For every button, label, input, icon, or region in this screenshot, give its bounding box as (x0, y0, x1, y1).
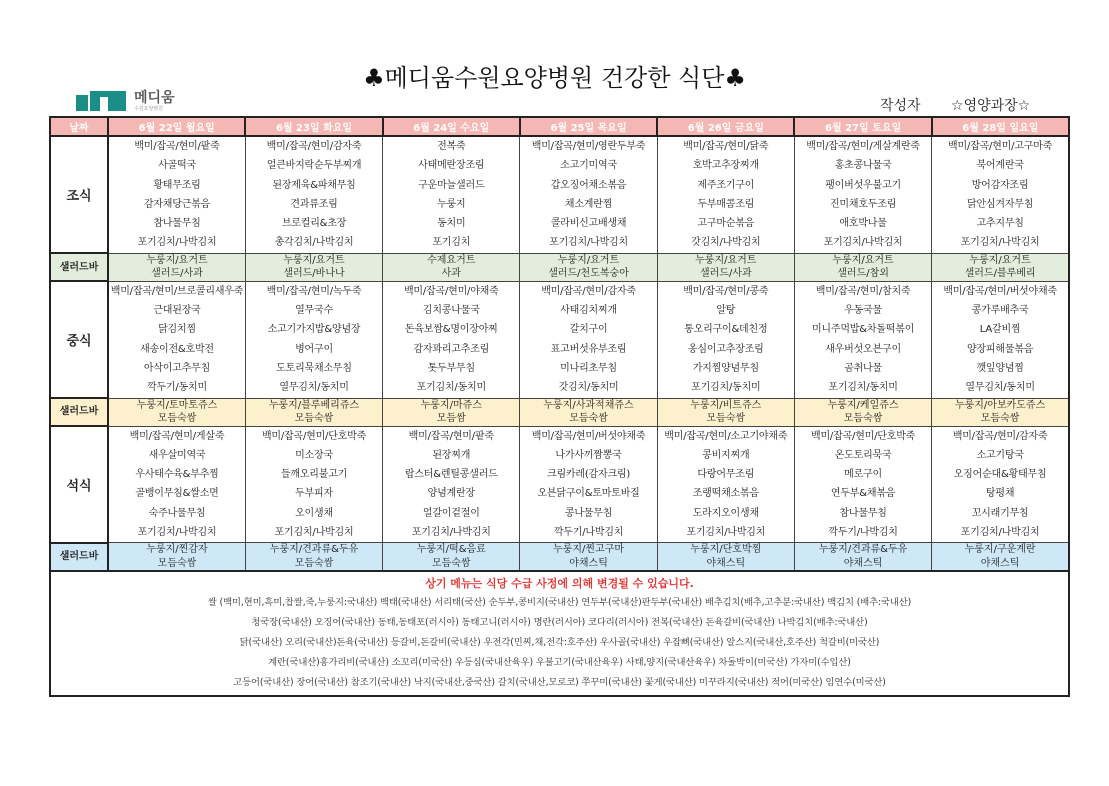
menu-item: 알탕 (716, 305, 736, 317)
menu-item: 도라지오이생채 (692, 507, 759, 519)
salad-bar-label: 샐러드바 (50, 398, 108, 426)
salad-item: 모듬숙쌈 (569, 413, 608, 425)
menu-item: 전복죽 (437, 141, 466, 152)
salad-cell (520, 253, 657, 281)
meal-cell (108, 136, 245, 253)
menu-item: 동치미 (437, 218, 466, 230)
menu-item: 포기김치/나박김치 (549, 237, 628, 249)
menu-item: 열무국수 (295, 305, 333, 317)
menu-item: 포기김치/나박김치 (411, 527, 491, 539)
menu-item: 도토리묵채소무침 (276, 362, 352, 374)
menu-item: 닭안심겨자무침 (966, 198, 1034, 210)
menu-item: 백미/잡곡/현미/감자죽 (952, 430, 1048, 442)
notice-box (50, 571, 1069, 696)
menu-item: 소고기가지밥&양념장 (267, 324, 361, 336)
menu-item: 백미/잡곡/현미/콩죽 (683, 285, 769, 297)
salad-item: 샐러드/사과 (151, 268, 203, 280)
salad-item: 샐러드/블루베리 (964, 268, 1036, 280)
menu-item: 고구마순볶음 (697, 218, 755, 230)
salad-cell (794, 543, 931, 572)
menu-item: 꼬시래기무침 (971, 507, 1029, 519)
day-header: 6월 23일 화요일 (245, 117, 382, 136)
day-header: 6월 27일 토요일 (794, 117, 931, 136)
menu-item: 백미/잡곡/현미/브로콜리새우죽 (110, 285, 244, 297)
author-line (880, 95, 1030, 115)
menu-item: 애호박나물 (839, 218, 887, 230)
salad-item: 누룽지/마쥬스 (420, 399, 482, 411)
salad-item: 야채스틱 (843, 557, 883, 569)
menu-item: 백미/잡곡/현미/팥죽 (408, 430, 494, 442)
menu-item: 미소장국 (295, 449, 333, 461)
menu-item: 된장찌개 (432, 449, 471, 461)
menu-item: 감자꽈리고추조림 (413, 343, 490, 355)
meal-cell (520, 281, 657, 398)
menu-item: 숙주나물무침 (148, 507, 206, 519)
salad-item: 누룽지/토마토쥬스 (136, 399, 218, 411)
day-header: 6월 26일 금요일 (657, 117, 794, 136)
salad-item: 모듬숙쌈 (980, 413, 1020, 425)
salad-item: 누룽지/아보카도쥬스 (954, 399, 1046, 411)
menu-item: 새우살미역국 (148, 449, 206, 461)
menu-item: 메로구이 (844, 469, 882, 481)
origin-line: 계란(국내산)홍가리비(국내산) 소꼬리(미국산) 우등심(국내산육우) 우불고기(국내산육우) 사태,양지(국내산육우) 차돌박이(미국산) 가자미(수입산) (268, 657, 851, 669)
salad-item: 누룽지/찐감자 (146, 544, 208, 556)
menu-item: 가지찜양념무침 (692, 362, 759, 374)
salad-cell (108, 253, 245, 281)
salad-cell (794, 253, 931, 281)
salad-item: 누룽지/요거트 (557, 254, 620, 266)
menu-item: 깻잎양념찜 (976, 362, 1024, 374)
salad-item: 야채스틱 (980, 557, 1020, 569)
meal-label: 조식 (50, 136, 108, 253)
salad-item: 누룽지/요거트 (969, 254, 1031, 266)
salad-cell (794, 398, 931, 426)
menu-item: 온도토리묵국 (834, 449, 892, 461)
salad-cell (383, 253, 520, 281)
menu-item: 갈치구이 (569, 324, 608, 336)
menu-item: 콩나물무침 (564, 507, 613, 519)
salad-item: 야채스틱 (706, 557, 746, 569)
salad-item: 누룽지/요거트 (146, 254, 208, 266)
menu-item: 새송이전&호박전 (140, 343, 214, 355)
origin-line: 고등어(국내산) 장어(국내산) 참조기(국내산) 낙지(국내산,중국산) 갈치(국내산,모로코) 쭈꾸미(국내산) 꽃게(국내산) 미꾸라지(국내산) 적어(미국산) 임연수(미국산) (233, 677, 886, 689)
menu-item: 미나리초무침 (560, 362, 617, 374)
header-row (50, 117, 1069, 136)
meal-cell (383, 426, 520, 543)
salad-item: 누룽지/구운계란 (964, 544, 1036, 556)
meal-cell (794, 426, 931, 543)
menu-item: 얼큰바지락순두부찌개 (266, 160, 362, 172)
menu-item: 견과류조림 (290, 198, 338, 210)
salad-row (50, 543, 1069, 572)
menu-item: 백미/잡곡/현미/영란두부죽 (531, 141, 646, 152)
salad-cell (245, 398, 382, 426)
menu-item: 골뱅이무침&쌀소면 (135, 488, 219, 500)
salad-item: 모듬숙쌈 (157, 413, 197, 425)
salad-item: 누룽지/견과류&두유 (269, 544, 359, 556)
salad-item: 모듬숙쌈 (431, 557, 471, 569)
menu-item: 근대된장국 (153, 305, 201, 317)
menu-item: 랍스터&렌틸콩샐러드 (404, 469, 498, 481)
menu-item: 백미/잡곡/현미/녹두죽 (266, 285, 362, 297)
meal-cell (245, 426, 382, 543)
menu-item: 감자채당근볶음 (143, 198, 211, 210)
menu-item: 돈육보쌈&명이장아찌 (404, 324, 498, 336)
salad-item: 샐러드/바나나 (283, 268, 345, 280)
origin-line: 닭(국내산) 오리(국내산)돈육(국내산) 등갈비,돈갈비(국내산) 우전각(민찌,채,전각:호주산) 우사골(국내산) 우잡뼈(국내산) 알스지(국내산,호주산) 척갈비(미국산) (239, 637, 880, 649)
menu-item: 두부피자 (295, 488, 333, 500)
salad-cell (245, 543, 382, 572)
meal-row (50, 136, 1069, 253)
menu-item: 진미채호두조림 (829, 198, 897, 210)
menu-item: 백미/잡곡/현미/단호박죽 (811, 430, 916, 442)
salad-item: 누룽지/요거트 (695, 254, 757, 266)
salad-item: 누룽지/비트쥬스 (690, 399, 762, 411)
salad-item: 누룽지/찐고구마 (553, 544, 625, 556)
day-header: 6월 24일 수요일 (383, 117, 520, 136)
menu-item: 콩비지찌개 (702, 449, 750, 461)
menu-item: 포기김치/나박김치 (686, 527, 766, 539)
salad-cell (245, 253, 382, 281)
menu-item: 곰취나물 (844, 362, 882, 374)
salad-item: 누룽지/요거트 (283, 254, 345, 266)
menu-item: 백미/잡곡/현미/고구마죽 (948, 141, 1053, 152)
meal-row (50, 281, 1069, 398)
meal-cell (657, 426, 794, 543)
meal-cell (657, 281, 794, 398)
day-header: 6월 22일 월요일 (108, 117, 245, 136)
day-header: 6월 28일 일요일 (932, 117, 1069, 136)
menu-item: 표고버섯유부조림 (550, 343, 627, 355)
menu-item: 포기김치/나박김치 (823, 237, 903, 249)
salad-cell (932, 253, 1069, 281)
menu-item: 갓김치/나박김치 (691, 237, 761, 249)
menu-item: 백미/잡곡/현미/버섯야채죽 (531, 430, 646, 442)
menu-table (49, 116, 1070, 697)
menu-item: 깍두기/나박김치 (828, 527, 898, 539)
meal-cell (383, 281, 520, 398)
menu-item: 양장피해물볶음 (966, 343, 1034, 355)
menu-item: 병어구이 (295, 343, 333, 355)
menu-item: 포기김치/나박김치 (274, 527, 354, 539)
salad-cell (108, 543, 245, 572)
menu-item: 누룽지 (437, 198, 466, 210)
salad-cell (932, 543, 1069, 572)
menu-item: 갑오징어채소볶음 (550, 179, 627, 191)
meal-cell (932, 136, 1069, 253)
menu-item: 백미/잡곡/현미/야채죽 (403, 285, 499, 297)
menu-item: 포기김치/동치미 (416, 382, 486, 394)
logo-name: 메디움 (134, 89, 175, 106)
menu-item: 깍두기/동치미 (147, 382, 207, 394)
salad-item: 누룽지/요거트 (832, 254, 894, 266)
menu-item: 포기김치/동치미 (828, 382, 898, 394)
page-title: ♣메디움수원요양병원 건강한 식단♣ (363, 64, 746, 92)
menu-item: 탕평채 (985, 488, 1015, 500)
salad-row (50, 398, 1069, 426)
salad-item: 모듬숙쌈 (843, 413, 883, 425)
menu-item: 사태김치찌개 (560, 305, 617, 317)
salad-bar-label: 샐러드바 (50, 253, 108, 281)
meal-cell (383, 136, 520, 253)
menu-item: 팽이버섯우불고기 (825, 179, 901, 191)
meal-cell (520, 426, 657, 543)
salad-item: 모듬숙쌈 (706, 413, 746, 425)
author-value: ☆영양과장☆ (951, 98, 1031, 114)
meal-label: 중식 (50, 281, 108, 398)
menu-item: 참나물무침 (839, 507, 887, 519)
menu-item: 콩가루배추국 (971, 305, 1029, 317)
salad-item: 누룽지/블루베리쥬스 (268, 399, 360, 411)
salad-item: 샐러드/천도복숭아 (548, 268, 629, 280)
menu-item: 포기김치/나박김치 (137, 527, 217, 539)
salad-item: 모듬숙쌈 (157, 557, 197, 569)
menu-item: 백미/잡곡/현미/감자죽 (541, 285, 636, 297)
menu-item: 구운마늘샐러드 (418, 179, 485, 191)
menu-item: 포기김치/나박김치 (137, 237, 217, 249)
meal-cell (245, 281, 382, 398)
menu-item: 나가사끼짬뽕국 (555, 449, 622, 461)
menu-item: 백미/잡곡/현미/감자죽 (266, 141, 362, 152)
meal-cell (520, 136, 657, 253)
menu-item: 백미/잡곡/현미/버섯야채죽 (943, 285, 1057, 297)
meal-row (50, 426, 1069, 543)
menu-item: 북어계란국 (976, 160, 1024, 172)
menu-item: 두부매콤조림 (697, 198, 755, 210)
logo-mark-icon (76, 91, 126, 111)
menu-item: 다랑어무조림 (697, 469, 755, 481)
menu-item: 참나물무침 (153, 218, 201, 230)
menu-item: 방어감자조림 (971, 179, 1029, 191)
menu-item: 얼갈이겉절이 (422, 507, 480, 519)
menu-item: 열무김치/동치미 (965, 382, 1035, 394)
salad-item: 모듬쌈 (436, 413, 466, 425)
day-header: 6월 25일 목요일 (520, 117, 657, 136)
meal-cell (794, 281, 931, 398)
salad-item: 누룽지/견과류&두유 (818, 544, 908, 556)
meal-cell (794, 136, 931, 253)
salad-cell (657, 543, 794, 572)
menu-item: 열무김치/동치미 (279, 382, 349, 394)
menu-item: 백미/잡곡/현미/게살계란죽 (806, 141, 920, 152)
menu-item: 새우버섯오븐구이 (825, 343, 901, 355)
salad-cell (520, 543, 657, 572)
menu-item: 김치콩나물국 (422, 305, 480, 317)
menu-item: 고추지무침 (976, 218, 1024, 230)
hospital-logo (76, 90, 175, 112)
salad-item: 샐러드/참외 (837, 268, 889, 280)
salad-item: 모듬숙쌈 (294, 413, 334, 425)
menu-item: 포기김치 (432, 237, 471, 249)
menu-item: 포기김치/나박김치 (960, 527, 1040, 539)
menu-item: 오이생채 (295, 507, 333, 519)
menu-item: 포기김치/동치미 (691, 382, 761, 394)
salad-item: 누룽지/단호박찜 (690, 544, 762, 556)
salad-cell (657, 253, 794, 281)
menu-item: 톳두부무침 (427, 362, 475, 374)
menu-item: 채소계란찜 (564, 198, 613, 210)
menu-item: 사태메란장조림 (418, 160, 485, 172)
menu-item: 소고기탕국 (976, 449, 1024, 461)
salad-cell (108, 398, 245, 426)
menu-item: 미니주먹밥&차돌떡볶이 (811, 324, 915, 336)
salad-cell (932, 398, 1069, 426)
author-label: 작성자 (880, 98, 921, 114)
menu-item: 백미/잡곡/현미/게살죽 (129, 430, 225, 442)
salad-cell (657, 398, 794, 426)
menu-item: 오븐닭구이&토마토바질 (537, 488, 640, 500)
meal-cell (245, 136, 382, 253)
salad-item: 누룽지/떡&음료 (416, 544, 486, 556)
meal-cell (932, 426, 1069, 543)
menu-item: 백미/잡곡/현미/닭죽 (683, 141, 769, 152)
menu-item: 백미/잡곡/현미/단호박죽 (261, 430, 367, 442)
menu-item: 양념계란장 (427, 488, 475, 500)
salad-item: 누룽지/케일쥬스 (827, 399, 899, 411)
menu-item: 백미/잡곡/현미/소고기야채죽 (664, 430, 788, 442)
menu-item: 들깨오리불고기 (280, 469, 348, 481)
salad-item: 야채스틱 (569, 557, 608, 569)
menu-item: 총각김치/나박김치 (274, 237, 354, 249)
menu-item: 백미/잡곡/현미/참치죽 (815, 285, 911, 297)
salad-item: 사과 (441, 268, 461, 280)
menu-item: 제주조기구이 (697, 179, 755, 191)
menu-item: LA갈비찜 (979, 324, 1021, 336)
menu-item: 옹심이고추장조림 (687, 343, 764, 355)
menu-item: 크림카레(감자크림) (546, 469, 631, 481)
menu-item: 우사태수육&부추찜 (135, 469, 219, 481)
meal-cell (108, 426, 245, 543)
origin-line: 쌀 (백미,현미,흑미,찹쌀,죽,누룽지:국내산) 백태(국내산) 서리태(국산) 순두부,콩비지(국내산) 연두부(국내산)판두부(국내산) 배추김치(배추,고추분:국내산) 백김치 (배추:국내산) (207, 597, 912, 609)
menu-item: 홍초콩나물국 (834, 160, 892, 172)
menu-item: 통오리구이&데친정 (684, 324, 768, 336)
menu-item: 포기김치/나박김치 (960, 237, 1040, 249)
menu-item: 콜라비신고배생채 (550, 218, 627, 230)
menu-item: 브로컬리&초장 (281, 218, 347, 230)
origin-line: 청국장(국내산) 오징어(국내산) 동태,동태포(러시아) 동태고니(러시아) 명란(러시아) 코다리(러시아) 전복(국내산) 돈육갈비(국내산) 나박김치(배추:국내산) (251, 617, 868, 629)
salad-item: 모듬숙쌈 (294, 557, 334, 569)
menu-item: 백미/잡곡/현미/팥죽 (134, 141, 220, 152)
salad-item: 누룽지/사과적채쥬스 (543, 399, 634, 411)
menu-item: 갓김치/동치미 (558, 382, 619, 394)
meal-cell (108, 281, 245, 398)
salad-cell (520, 398, 657, 426)
salad-cell (383, 398, 520, 426)
notice-row (50, 571, 1069, 696)
menu-item: 닭김치찜 (158, 324, 196, 336)
change-warning: 상기 메뉴는 식당 수급 사정에 의해 변경될 수 있습니다. (425, 577, 694, 591)
menu-item: 오징어순대&황태무침 (953, 469, 1047, 481)
menu-item: 조랭떡채소볶음 (692, 488, 759, 500)
date-header: 날짜 (50, 117, 108, 136)
menu-item: 아삭이고추무침 (143, 362, 211, 374)
menu-item: 호박고추장찌개 (692, 160, 759, 172)
menu-item: 사골떡국 (158, 160, 196, 172)
menu-item: 황태무조림 (153, 179, 201, 191)
salad-item: 수제요거트 (427, 254, 476, 266)
menu-item: 연두부&채볶음 (830, 488, 896, 500)
salad-row (50, 253, 1069, 281)
menu-item: 된장제육&파채무침 (272, 179, 356, 191)
menu-item: 소고기미역국 (560, 160, 617, 172)
salad-bar-label: 샐러드바 (50, 543, 108, 572)
salad-cell (383, 543, 520, 572)
meal-cell (657, 136, 794, 253)
salad-item: 샐러드/사과 (699, 268, 752, 280)
meal-cell (932, 281, 1069, 398)
menu-item: 우동국물 (844, 305, 882, 317)
logo-subtitle: 수원요양병원 (134, 105, 163, 112)
menu-item: 깍두기/나박김치 (553, 527, 624, 539)
meal-label: 석식 (50, 426, 108, 543)
